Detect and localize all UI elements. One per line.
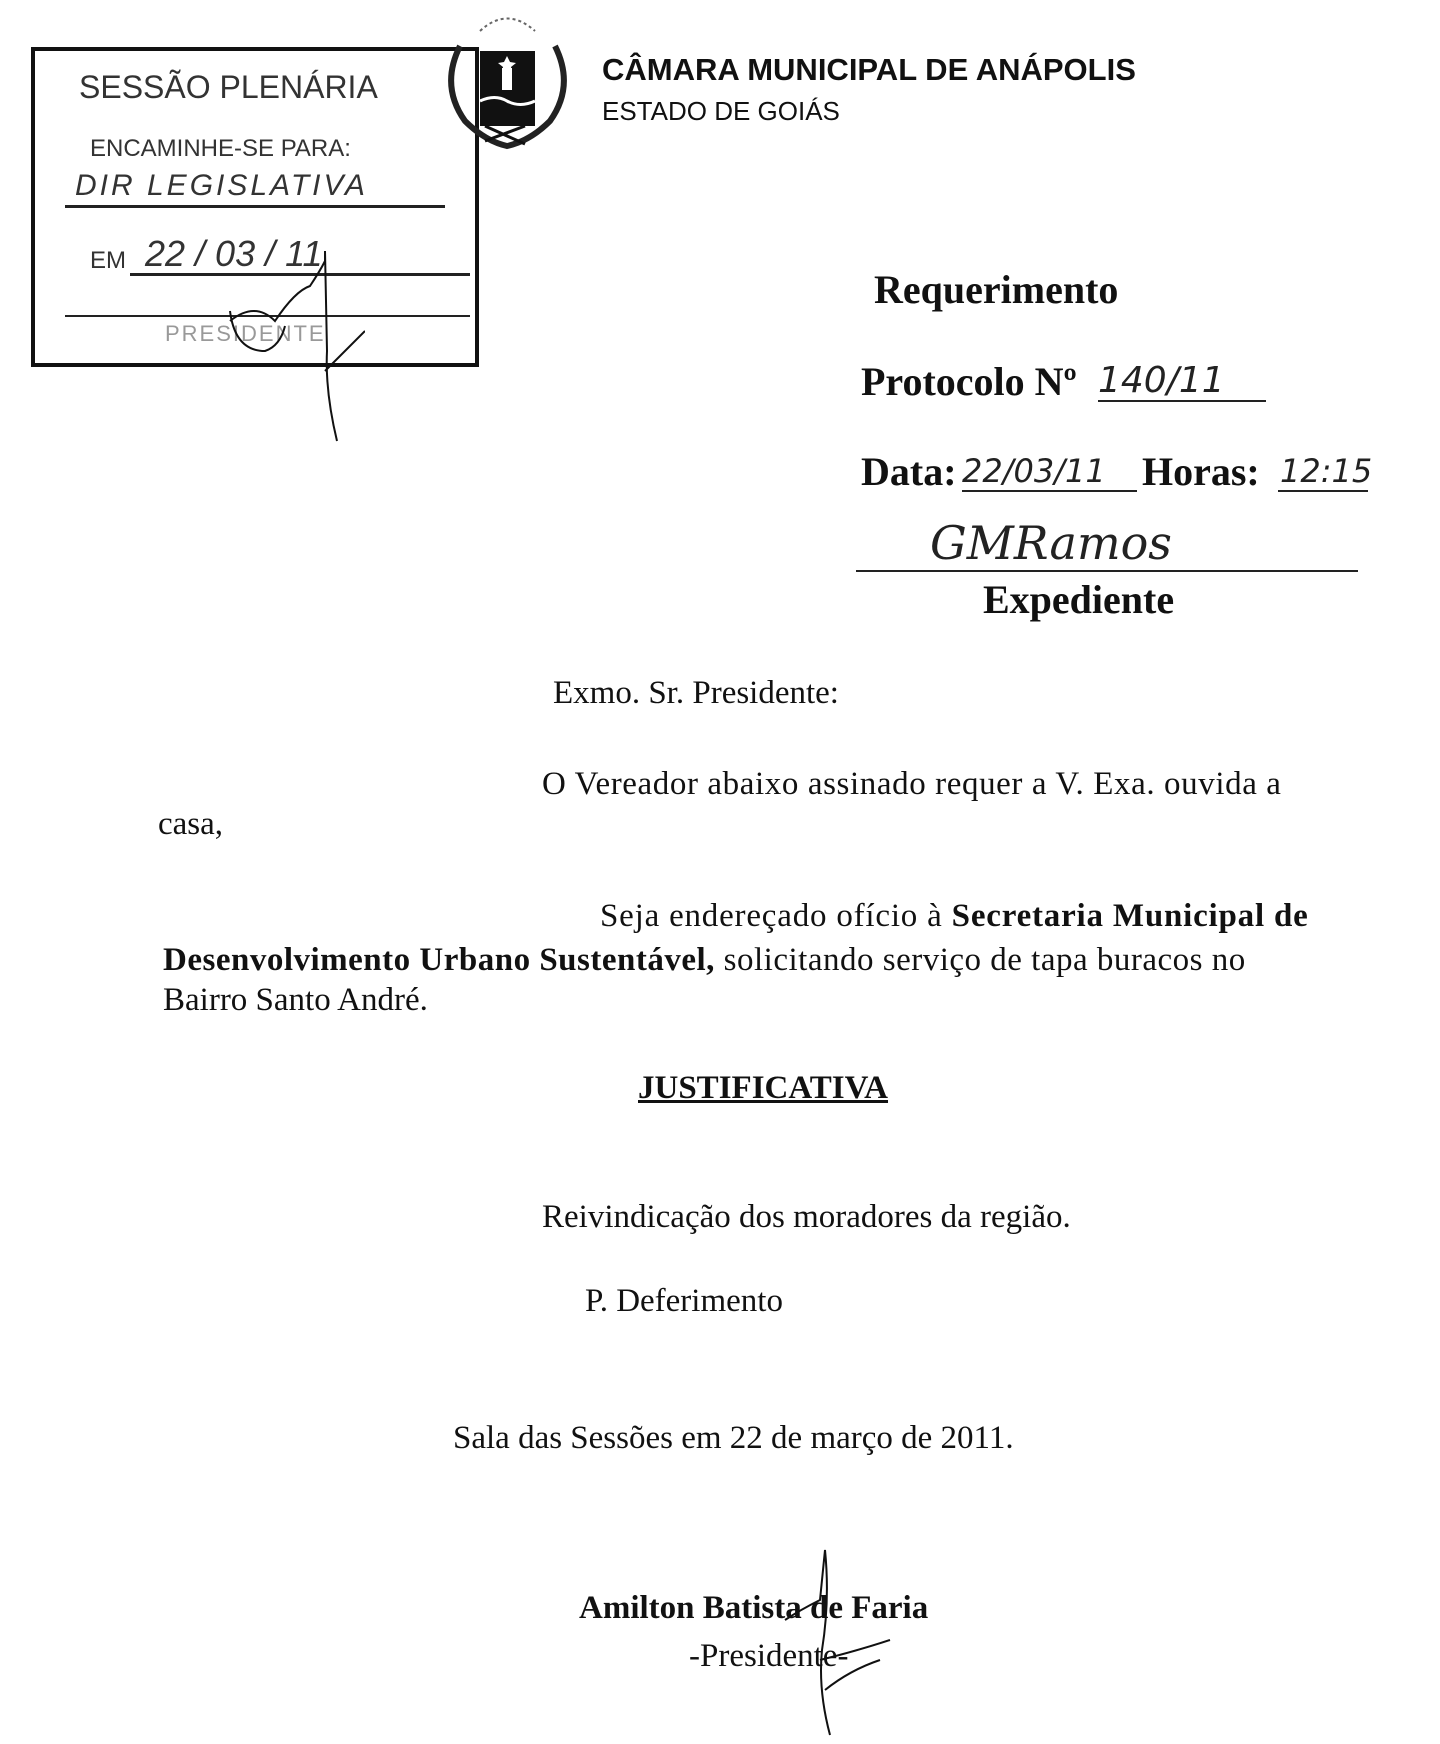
- justification-heading: JUSTIFICATIVA: [638, 1070, 889, 1106]
- date-underline: [962, 490, 1137, 492]
- hours-underline: [1278, 490, 1368, 492]
- protocol-number: 140/11: [1098, 360, 1225, 401]
- stamp-forward-value: DIR LEGISLATIVA: [75, 169, 368, 202]
- stamp-forward-underline: [65, 205, 445, 208]
- municipal-coat-of-arms-icon: [440, 6, 575, 151]
- date-label: Data:: [861, 449, 957, 494]
- salutation: Exmo. Sr. Presidente:: [553, 675, 839, 711]
- protocol-underline: [1098, 400, 1266, 402]
- request-bold-text: Secretaria Municipal de: [951, 898, 1309, 934]
- expediente-signature: GMRamos: [930, 516, 1172, 570]
- request-text: solicitando serviço de tapa buracos no: [714, 942, 1246, 978]
- document-type: Requerimento: [874, 267, 1119, 312]
- request-line-1: [600, 898, 1309, 935]
- intro-text: O Vereador abaixo assinado requer a V. Exa. ouvida a: [542, 766, 1282, 802]
- signer-title: -Presidente-: [689, 1638, 849, 1674]
- stamp-date-value: 22 / 03 / 11: [145, 233, 323, 274]
- date-value: 22/03/11: [962, 452, 1106, 490]
- request-bold-text: Desenvolvimento Urbano Sustentável,: [163, 942, 715, 978]
- stamp-date-label: EM: [90, 247, 126, 274]
- stamp-footer: PRESIDENTE: [165, 321, 326, 346]
- hours-label: Horas:: [1142, 449, 1260, 494]
- president-signature: [780, 1540, 910, 1740]
- stamp-title: SESSÃO PLENÁRIA: [79, 69, 378, 105]
- request-line-2: [163, 942, 1246, 979]
- request-text: Seja endereçado ofício à: [600, 898, 952, 934]
- protocol-label: Protocolo Nº: [861, 359, 1077, 404]
- signer-name: Amilton Batista de Faria: [579, 1590, 929, 1626]
- expediente-signature-line: [856, 570, 1358, 572]
- stamp-forward-label: ENCAMINHE-SE PARA:: [90, 135, 351, 162]
- hours-value: 12:15: [1280, 452, 1373, 490]
- initials-signature: [225, 231, 365, 461]
- intro-continuation: casa,: [158, 806, 224, 842]
- institution-name: CÂMARA MUNICIPAL DE ANÁPOLIS: [602, 52, 1136, 87]
- request-line-3: Bairro Santo André.: [163, 982, 428, 1018]
- state-name: ESTADO DE GOIÁS: [602, 96, 840, 126]
- plenary-session-stamp: [31, 47, 479, 367]
- place-date: Sala das Sessões em 22 de março de 2011.: [453, 1420, 1014, 1456]
- justification-text: Reivindicação dos moradores da região.: [542, 1199, 1071, 1235]
- signature-role: Expediente: [983, 577, 1175, 622]
- closing: P. Deferimento: [585, 1283, 783, 1319]
